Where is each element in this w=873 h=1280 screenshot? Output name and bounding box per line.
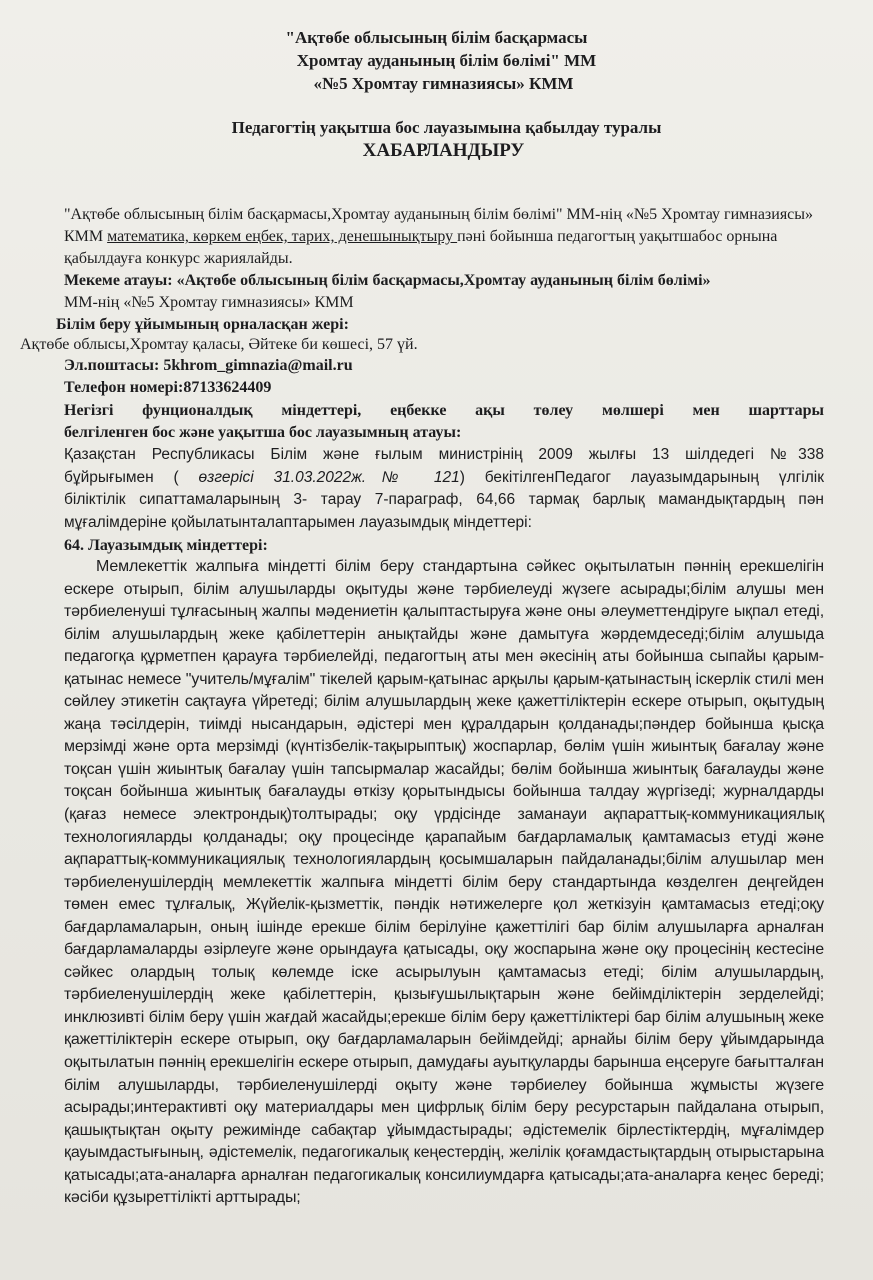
header-line-1: "Ақтөбе облысының білім басқармасы xyxy=(285,28,588,47)
org-label: Мекеме атауы: xyxy=(64,272,177,289)
phone-block xyxy=(64,377,271,399)
intro-subjects: математика, көркем еңбек, тарих, денешынықтыру xyxy=(107,228,458,245)
email-value: 5khrom_gimnazia@mail.ru xyxy=(163,357,353,374)
document-title xyxy=(0,116,873,162)
duties-heading-line-1: Негізгі фунционалдық міндеттері, еңбекке ақы төлеу мөлшері мен шарттары xyxy=(64,402,824,419)
org-value-2: ММ-нің «№5 Хромтау гимназиясы» КММ xyxy=(64,294,354,311)
org-value-1: «Ақтөбе облысының білім басқармасы,Хромтау ауданының білім бөлімі» xyxy=(176,272,711,289)
header-line-2: Хромтау ауданының білім бөлімі" ММ xyxy=(296,51,597,70)
title-line-1: Педагогтің уақытша бос лауазымына қабылдау туралы xyxy=(231,118,662,137)
regulation-amendment: өзгерісі 31.03.2022ж.№ 121 xyxy=(198,468,460,486)
section64-text xyxy=(64,556,824,1210)
duties-heading xyxy=(64,400,824,444)
regulation-block xyxy=(64,444,824,534)
intro-text-1: "Ақтөбе облысының білім басқармасы,Хромтау ауданының білім бөлімі" ММ-нің «№5 Хромтау гимназиясы» КММ xyxy=(64,206,814,245)
location-label-block xyxy=(56,314,349,336)
email-label: Эл.поштасы: xyxy=(64,357,164,374)
org-block xyxy=(64,270,834,314)
section64-heading: 64. Лауазымдық міндеттері: xyxy=(64,537,268,554)
phone-value: 87133624409 xyxy=(183,379,272,396)
phone-label: Телефон номері: xyxy=(64,379,184,396)
regulation-line-3: біліктілік сипаттамаларының 3- тарау 7-параграф, 64,66 тармақ барлық мамандықтардың пән xyxy=(64,491,824,508)
location-value-block xyxy=(20,334,418,356)
regulation-line-2a: бұйрығымен ( xyxy=(64,468,199,486)
regulation-line-1: Қазақстан Республикасы Білім және ғылым министрінің 2009 жылғы 13 шілдедегі №338 xyxy=(64,446,824,463)
title-line-2: ХАБАРЛАНДЫРУ xyxy=(362,140,525,161)
intro-text-2: пәні бойынша педагогтың уақытшабос орнына қабылдауға конкурс жариялайды. xyxy=(64,228,778,267)
header-line-3: «№5 Хромтау гимназиясы» КММ xyxy=(313,74,574,93)
duties-heading-line-2: белгіленген бос және уақытша бос лауазымның атауы: xyxy=(64,424,462,441)
location-value: Ақтөбе облысы,Хромтау қаласы, Әйтеке би көшесі, 57 үй. xyxy=(20,336,418,353)
regulation-line-4: мұғалімдеріне қойылатынталаптарымен лауазымдық міндеттері: xyxy=(64,513,532,531)
document-header xyxy=(0,26,873,95)
section64-heading-block xyxy=(64,535,268,557)
intro-paragraph xyxy=(64,204,824,270)
regulation-line-2b: ) бекітілгенПедагог лауазымдарының үлгілік xyxy=(459,468,824,486)
section64-body: Мемлекеттік жалпыға міндетті білім беру стандартына сәйкес оқытылатын пәннің ерекшелігін ескере отырып, білім алушыларды оқытуды және тәрбиелеуді жүзеге асырады;білім алушы мен тәрбиеленуші тұлғасының жалпы мәдениетін қалыптастыруға және оны әлеуметтендіруге ықпал етеді, білім алушылардың жеке қабілеттерін анықтайды және дамытуға жәрдемдеседі;білім алушыда педагогқа құрметпен қарауға тәрбиелейді, педагогтың аты мен әкесінің аты бойынша сыпайы қарым-қатынас немесе "учитель/мұғалім" тікелей қарым-қатынас арқылы қарым-қатынастың іскерлік стилі мен сөйлеу этикетін сақтауға үйретеді; білім алушылардың жеке қажеттіліктерін ескере отырып, оқытудың жаңа тәсілдерін, тиімді нысандарын, әдістері мен құралдарын қолданады;пәндер бойынша қысқа мерзімді және орта мерзімді (күнтізбелік-тақырыптық) жоспарлар, бөлім үшін жиынтық бағалау және тоқсан үшін жиынтық бағалау үшін тапсырмалар жасайды; бөлім бойынша жиынтық бағалауды және тоқсан бойынша жиынтық бағалауды өткізу қорытындысы бойынша талдау жүргізеді; журналдарды (қағаз немесе электрондық)толтырады; оқу үрдісінде заманауи ақпараттық-коммуникациялық технологияларды қолданады; оқу процесінде қарапайым бағдарламалық қамтамасыз етуді және ақпараттық-коммуникациялық технологиялардың қосымшаларын пайдаланады;білім алушылар мен тәрбиеленушілердің мемлекеттік жалпыға міндетті білім беру стандартында көзделген деңгейден төмен емес тұлғалық, Жүйелік-қызметтік, пәндік нәтижелерге қол жеткізуін қамтамасыз етеді;оқу бағдарламаларын, оның ішінде ерекше білім берілуіне қажеттілігі бар білім алушыларға арналған бағдарламаларды әзірлеуге және орындауға қатысады, оқу жоспарына және оқу процесінің кестесіне сәйкес олардың толық көлемде іске асырылуын қамтамасыз етеді; білім алушылардың, тәрбиеленушілердің жеке қабілеттерін, қызығушылықтарын және бейімділіктерін зерделейді; инклюзивті білім беру үшін жағдай жасайды;ерекше білім беру қажеттіліктері бар білім алушының жеке қажеттіліктерін ескере отырып, оқу бағдарламаларын бейімдейді; арнайы білім беру ұйымдарында оқытылатын пәннің ерекшелігін ескере отырып, дамудағы ауытқуларды барынша еңсеруге бағытталған білім алушыларды, тәрбиеленушілерді оқыту және тәрбиелеу бойынша жұмысты жүзеге асырады;интерактивті оқу материалдары мен цифрлық білім беру ресурстарын пайдалана отырып, қашықтықтан оқыту режимінде сабақтар ұйымдастырады; әдістемелік бірлестіктердің, мұғалімдер қауымдастығының, әдістемелік, педагогикалық кеңестердің, желілік қоғамдастықтардың отырыстарына қатысады;ата-аналарға арналған педагогикалық консилиумдарға қатысады;ата-аналарға кеңес береді; кәсіби құзыреттілікті арттырады; xyxy=(64,558,824,1207)
email-block xyxy=(64,355,353,377)
location-label: Білім беру ұйымының орналасқан жері: xyxy=(56,316,349,333)
